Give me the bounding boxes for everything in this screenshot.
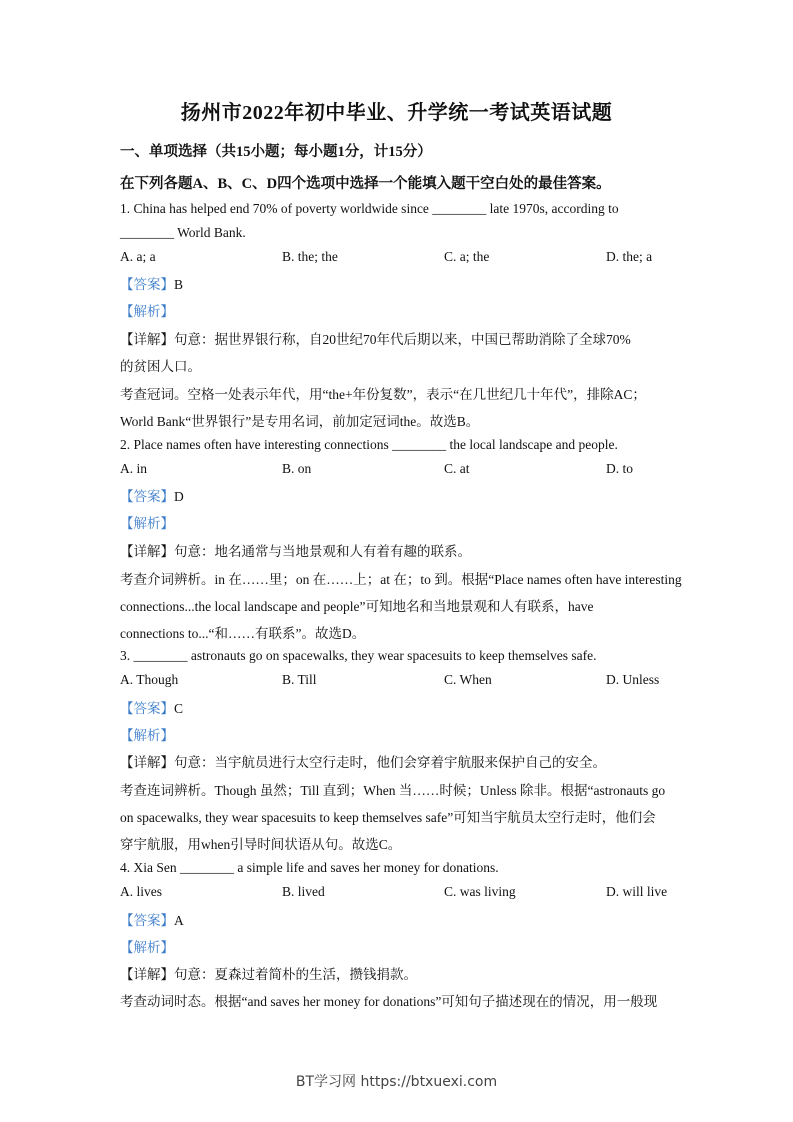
- option-b: B. lived: [282, 884, 325, 899]
- option-a: A. lives: [120, 884, 162, 899]
- option-d: D. the; a: [606, 249, 653, 264]
- option-d: D. to: [606, 461, 633, 476]
- footer-watermark: BT学习网 https://btxuexi.com: [295, 1074, 498, 1090]
- section-instruction: 在下列各题A、B、C、D四个选项中选择一个能填入题干空白处的最佳答案。: [120, 176, 611, 192]
- question-3-explain-line-1: 考查连词辨析。Though 虽然；Till 直到；When 当……时候；Unless 除非。根据“astronauts go: [120, 783, 666, 798]
- detail-text: 句意：地名通常与当地景观和人有着有趣的联系。: [174, 544, 471, 559]
- question-3-detail: [120, 751, 606, 771]
- detail-text: 句意：当宇航员进行太空行走时，他们会穿着宇航服来保护自己的安全。: [174, 755, 606, 770]
- question-2-stem: 2. Place names often have interesting connections ________ the local landscape and people.: [120, 437, 618, 452]
- question-1-explain-line-2: World Bank“世界银行”是专用名词，前加定冠词the。故选B。: [120, 414, 480, 429]
- question-4-explain-line-1: 考查动词时态。根据“and saves her money for donations”可知句子描述现在的情况，用一般现: [120, 994, 658, 1009]
- option-a: A. a; a: [120, 249, 156, 264]
- question-4-stem: 4. Xia Sen ________ a simple life and saves her money for donations.: [120, 860, 499, 875]
- answer-value: D: [174, 489, 184, 504]
- answer-tag: 【答案】: [120, 277, 174, 292]
- question-3-analysis-tag: 【解析】: [120, 728, 174, 743]
- option-c: C. was living: [444, 884, 516, 899]
- option-a: A. Though: [120, 672, 179, 687]
- question-2-detail: [120, 540, 471, 560]
- detail-tag: 【详解】: [120, 755, 174, 770]
- detail-tag: 【详解】: [120, 544, 174, 559]
- answer-value: B: [174, 277, 184, 292]
- question-3-explain-line-2: on spacewalks, they wear spacesuits to keep themselves safe”可知当宇航员太空行走时，他们会: [120, 810, 656, 825]
- question-1-explain-line-1: 考查冠词。空格一处表示年代，用“the+年份复数”，表示“在几世纪几十年代”，排除AC；: [120, 387, 646, 402]
- answer-tag: 【答案】: [120, 913, 174, 928]
- question-1-detail-line-2: 的贫困人口。: [120, 359, 201, 374]
- answer-value: A: [174, 913, 184, 928]
- question-1-stem-line-2: ________ World Bank.: [120, 225, 246, 240]
- detail-text: 句意：据世界银行称，自20世纪70年代后期以来，中国已帮助消除了全球70%: [174, 332, 631, 347]
- question-3-answer: [120, 697, 183, 717]
- answer-tag: 【答案】: [120, 489, 174, 504]
- question-2-answer: [120, 485, 184, 505]
- detail-tag: 【详解】: [120, 332, 174, 347]
- answer-tag: 【答案】: [120, 701, 174, 716]
- question-1-detail-line-1: [120, 328, 631, 348]
- question-1-stem-line-1: 1. China has helped end 70% of poverty worldwide since ________ late 1970s, according to: [120, 201, 619, 216]
- option-a: A. in: [120, 461, 147, 476]
- option-c: C. at: [444, 461, 470, 476]
- option-d: D. Unless: [606, 672, 660, 687]
- question-4-detail: [120, 963, 417, 983]
- question-1-answer: [120, 273, 183, 293]
- option-c: C. a; the: [444, 249, 490, 264]
- option-b: B. the; the: [282, 249, 338, 264]
- question-2-explain-line-2: connections...the local landscape and people”可知地名和当地景观和人有联系，have: [120, 599, 594, 614]
- option-b: B. Till: [282, 672, 317, 687]
- question-3-stem: 3. ________ astronauts go on spacewalks, they wear spacesuits to keep themselves safe.: [120, 648, 597, 663]
- detail-tag: 【详解】: [120, 967, 174, 982]
- question-4-analysis-tag: 【解析】: [120, 940, 174, 955]
- question-2-explain-line-3: connections to...“和……有联系”。故选D。: [120, 626, 366, 641]
- answer-value: C: [174, 701, 184, 716]
- question-2-explain-line-1: 考查介词辨析。in 在……里；on 在……上；at 在；to 到。根据“Place names often have interesting: [120, 572, 682, 587]
- option-b: B. on: [282, 461, 312, 476]
- question-3-explain-line-3: 穿宇航服，用when引导时间状语从句。故选C。: [120, 837, 402, 852]
- detail-text: 句意：夏森过着简朴的生活，攒钱捐款。: [174, 967, 417, 982]
- question-1-analysis-tag: 【解析】: [120, 304, 174, 319]
- section-heading: 一、单项选择（共15小题；每小题1分，计15分）: [120, 144, 432, 160]
- option-c: C. When: [444, 672, 492, 687]
- option-d: D. will live: [606, 884, 668, 899]
- question-4-answer: [120, 909, 184, 929]
- question-2-analysis-tag: 【解析】: [120, 516, 174, 531]
- page-title: 扬州市2022年初中毕业、升学统一考试英语试题: [180, 102, 613, 124]
